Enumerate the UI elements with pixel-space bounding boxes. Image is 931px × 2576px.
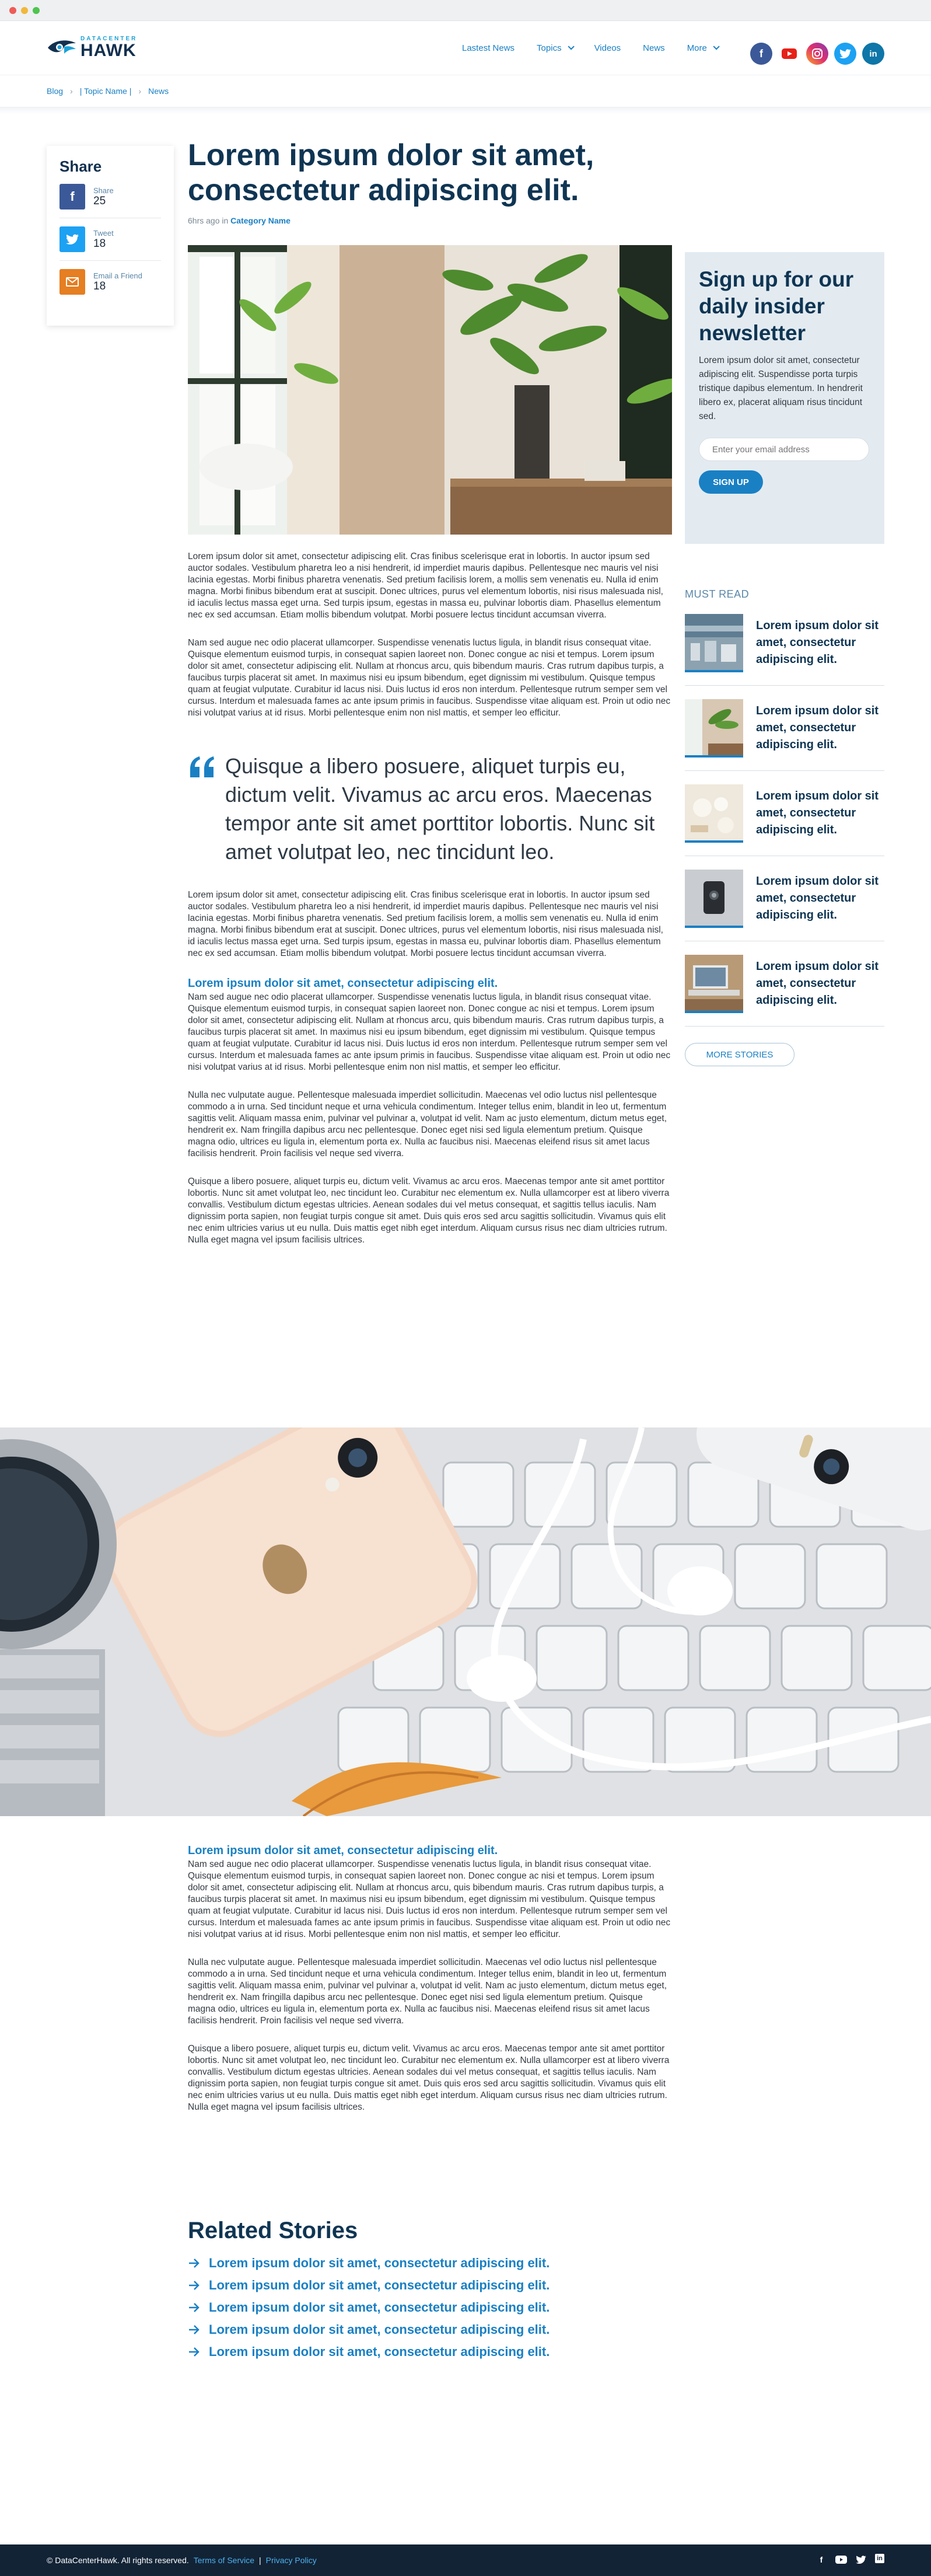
story-thumbnail: [685, 955, 743, 1013]
article-category-link[interactable]: Category Name: [230, 216, 290, 225]
newsletter-text: Lorem ipsum dolor sit amet, consectetur adipiscing elit. Suspendisse porta turpis tristique dapibus elementum. In hendrerit libero ex, placerat aliquam risus tincidunt sed.: [699, 355, 863, 421]
must-read-item[interactable]: [685, 601, 884, 686]
share-facebook[interactable]: [60, 183, 161, 218]
breadcrumb-separator-icon: ›: [138, 86, 142, 96]
site-footer: [0, 2544, 931, 2576]
twitter-icon[interactable]: [855, 2554, 867, 2565]
site-header: [0, 21, 931, 75]
article-meta: [188, 216, 672, 225]
close-window-button[interactable]: [9, 7, 16, 14]
facebook-icon[interactable]: f: [750, 43, 772, 65]
article-paragraph: Lorem ipsum dolor sit amet, consectetur adipiscing elit. Cras finibus scelerisque erat in lobortis. In auctor ipsum sed auctor sodales. Vestibulum pharetra leo a nisi hendrerit, id imperdiet mauris dapibus. Pellentesque nec mauris vel nisi lacinia egestas. Morbi finibus pharetra venenatis. Sed pretium facilisis lorem, a mollis sem venenatis eu. Nulla id enim magna. Morbi finibus bibendum erat at suscipit. Donec ultrices, purus vel elementum lobortis, nisi risus malesuada nisl, id iaculis lectus massa eget urna. Sed turpis ipsum, egestas in massa eu, pulvinar lobortis diam. Phasellus elementum nec ex sed accumsan. Etiam mollis bibendum volutpat. Morbi posuere lectus tincidunt accumsan viverra.: [188, 551, 663, 620]
article-subheading: Lorem ipsum dolor sit amet, consectetur adipiscing elit.: [188, 1844, 498, 1857]
arrow-right-icon: [188, 2258, 201, 2268]
nav-label: Videos: [594, 43, 621, 53]
breadcrumb-news[interactable]: News: [148, 86, 169, 96]
facebook-icon[interactable]: f: [820, 2555, 823, 2564]
share-label: Tweet: [93, 228, 114, 238]
article-paragraph: Nulla nec vulputate augue. Pellentesque malesuada imperdiet sollicitudin. Maecenas vel odio luctus nisl pellentesque commodo a in urna. Sed tincidunt neque et urna vehicula condimentum. Integer tellus enim, blandit in leo ut, fermentum sagittis velit. Aliquam massa enim, pulvinar vel pulvinar a, volutpat id velit. Nam ac justo elementum, dictum metus eget, hendrerit ex. Nam fringilla dapibus arcu nec pellentesque. Donec eget nisi sed ligula elementum pretium. Quisque magna odio, ultrices eu ligula in, elementum porta ex. Nulla ac faucibus nisi. Maecenas eleifend risus sit amet lacus facilisis hendrerit. Proin facilisis vel neque sed viverra.: [188, 1090, 667, 1158]
pull-quote: [188, 752, 672, 866]
minimize-window-button[interactable]: [21, 7, 28, 14]
facebook-icon: f: [60, 184, 85, 210]
article-paragraph: Nam sed augue nec odio placerat ullamcorper. Suspendisse venenatis luctus ligula, in blandit risus consequat vitae. Quisque elementum euismod turpis, in consequat sapien laoreet non. Donec congue ac nisi et tempus. Lorem ipsum dolor sit amet, consectetur adipiscing elit. Nullam at rhoncus arcu, quis bibendum mauris. Cras rutrum dapibus turpis, a faucibus turpis placerat sit amet. In maximus nisi eu ipsum bibendum, eget dignissim mi vestibulum. Quisque tempus quam at feugiat vulputate. Curabitur id lacus nisi. Duis luctus id eros non interdum. Pellentesque rutrum semper sem vel cursus. Interdum et malesuada fames ac ante ipsum primis in faucibus. Suspendisse vitae aliquam est. Proin ut odio nec nisi volutpat varius at id risus. Morbi pellentesque enim non nisl mattis, et semper leo efficitur.: [188, 638, 671, 718]
nav-label: Topics: [537, 43, 562, 53]
article-time: 6hrs ago in: [188, 216, 229, 225]
related-link-text: Lorem ipsum dolor sit amet, consectetur adipiscing elit.: [209, 2344, 550, 2359]
feature-image: [0, 1427, 931, 1816]
article-paragraph: Nam sed augue nec odio placerat ullamcorper. Suspendisse venenatis luctus ligula, in blandit risus consequat vitae. Quisque elementum euismod turpis, in consequat sapien laoreet non. Donec congue ac nisi et tempus. Lorem ipsum dolor sit amet, consectetur adipiscing elit. Nullam at rhoncus arcu, quis bibendum mauris. Cras rutrum dapibus turpis, a faucibus turpis placerat sit amet. In maximus nisi eu ipsum bibendum, eget dignissim mi vestibulum. Quisque tempus quam at feugiat vulputate. Curabitur id lacus nisi. Duis luctus id eros non interdum. Pellentesque rutrum semper sem vel cursus. Interdum et malesuada fames ac ante ipsum primis in faucibus. Suspendisse vitae aliquam est. Proin ut odio nec nisi volutpat varius at id risus. Morbi pellentesque enim non nisl mattis, et semper leo efficitur.: [188, 1859, 671, 1939]
article-paragraph: Nulla nec vulputate augue. Pellentesque malesuada imperdiet sollicitudin. Maecenas vel odio luctus nisl pellentesque commodo a in urna. Sed tincidunt neque et urna vehicula condimentum. Integer tellus enim, blandit in leo ut, fermentum sagittis velit. Aliquam massa enim, pulvinar vel pulvinar a, volutpat id velit. Nam ac justo elementum, dictum metus eget, hendrerit ex. Nam fringilla dapibus arcu nec pellentesque. Donec eget nisi sed ligula elementum pretium. Quisque magna odio, ultrices eu ligula in, elementum porta ex. Nulla ac faucibus nisi. Maecenas eleifend risus sit amet lacus facilisis hendrerit. Proin facilisis vel neque sed viverra.: [188, 1957, 667, 2026]
must-read-item[interactable]: [685, 941, 884, 1027]
quote-icon: [188, 756, 216, 777]
related-link[interactable]: [188, 2301, 672, 2314]
nav-label: Lastest News: [462, 43, 515, 53]
share-panel: [47, 146, 174, 326]
nav-latest-news[interactable]: [462, 43, 514, 53]
related-link[interactable]: [188, 2323, 672, 2336]
quote-text: Quisque a libero posuere, aliquet turpis eu, dictum velit. Vivamus ac arcu eros. Maecenas tempor ante sit amet porttitor lobortis. Nunc sit amet volutpat leo, nec tincidunt leo.: [225, 754, 655, 864]
email-field[interactable]: [699, 438, 869, 461]
hawk-eye-icon: [47, 37, 77, 58]
breadcrumb-separator-icon: ›: [70, 86, 73, 96]
more-stories-button[interactable]: MORE STORIES: [685, 1043, 794, 1066]
related-link-text: Lorem ipsum dolor sit amet, consectetur adipiscing elit.: [209, 2322, 550, 2337]
nav-topics[interactable]: [537, 43, 572, 53]
story-thumbnail: [685, 784, 743, 843]
share-label: Share: [93, 186, 114, 195]
article-paragraph: Lorem ipsum dolor sit amet, consectetur adipiscing elit. Cras finibus scelerisque erat in lobortis. In auctor ipsum sed auctor sodales. Vestibulum pharetra leo a nisi hendrerit, id imperdiet mauris dapibus. Pellentesque nec mauris vel nisi lacinia egestas. Morbi finibus pharetra venenatis. Sed pretium facilisis lorem, a mollis sem venenatis eu. Nulla id enim magna. Morbi finibus bibendum erat at suscipit. Donec ultrices, purus vel elementum lobortis, nisi risus malesuada nisl, id iaculis lectus massa eget urna. Sed turpis ipsum, egestas in massa eu, pulvinar lobortis diam. Phasellus elementum nec ex sed accumsan. Etiam mollis bibendum volutpat. Morbi posuere lectus tincidunt accumsan viverra.: [188, 890, 663, 958]
must-read-item[interactable]: [685, 856, 884, 941]
email-icon: [60, 269, 85, 295]
share-count: 25: [93, 194, 106, 207]
nav-label: More: [687, 43, 707, 53]
story-thumbnail: [685, 699, 743, 758]
nav-label: News: [643, 43, 665, 53]
article-title: Lorem ipsum dolor sit amet, consectetur adipiscing elit.: [188, 138, 594, 207]
related-link-text: Lorem ipsum dolor sit amet, consectetur adipiscing elit.: [209, 2256, 550, 2270]
nav-more[interactable]: [687, 43, 718, 53]
related-link[interactable]: [188, 2345, 672, 2358]
must-read-item[interactable]: [685, 686, 884, 771]
newsletter-title: Sign up for our daily insider newsletter: [699, 267, 854, 345]
sidebar: [685, 252, 884, 1066]
related-link-text: Lorem ipsum dolor sit amet, consectetur adipiscing elit.: [209, 2300, 550, 2315]
share-label: Email a Friend: [93, 271, 142, 280]
arrow-right-icon: [188, 2302, 201, 2313]
twitter-icon: [60, 226, 85, 252]
chevron-down-icon: [713, 43, 719, 50]
share-count: 18: [93, 280, 106, 292]
article-paragraph: Nam sed augue nec odio placerat ullamcorper. Suspendisse venenatis luctus ligula, in blandit risus consequat vitae. Quisque elementum euismod turpis, in consequat sapien laoreet non. Donec congue ac nisi et tempus. Lorem ipsum dolor sit amet, consectetur adipiscing elit. Nullam at rhoncus arcu, quis bibendum mauris. Cras rutrum dapibus turpis, a faucibus turpis placerat sit amet. In maximus nisi eu ipsum bibendum, eget dignissim mi vestibulum. Quisque tempus quam at feugiat vulputate. Curabitur id lacus nisi. Duis luctus id eros non interdum. Pellentesque rutrum semper sem vel cursus. Interdum et malesuada fames ac ante ipsum primis in faucibus. Suspendisse vitae aliquam est. Proin ut odio nec nisi volutpat varius at id risus. Morbi pellentesque enim non nisl mattis, et semper leo efficitur.: [188, 992, 671, 1072]
related-heading: Related Stories: [188, 2218, 358, 2243]
logo-tagline: DATACENTER: [80, 36, 138, 42]
arrow-right-icon: [188, 2347, 201, 2357]
must-read-item[interactable]: [685, 771, 884, 856]
newsletter-box: [685, 252, 884, 544]
nav-videos[interactable]: [594, 43, 621, 53]
share-twitter[interactable]: [60, 218, 161, 261]
instagram-icon[interactable]: [806, 43, 828, 65]
privacy-link[interactable]: Privacy Policy: [265, 2556, 317, 2565]
related-stories: [188, 2218, 672, 2358]
related-link[interactable]: [188, 2279, 672, 2292]
terms-link[interactable]: Terms of Service: [193, 2556, 254, 2565]
breadcrumb-shadow: [0, 107, 931, 114]
must-read-heading: MUST READ: [685, 588, 750, 600]
breadcrumb-blog[interactable]: Blog: [47, 86, 64, 96]
nav-news[interactable]: [643, 43, 665, 53]
twitter-icon[interactable]: [834, 43, 856, 65]
header-social-links: [750, 43, 884, 65]
footer-separator: |: [259, 2556, 261, 2565]
story-title: Lorem ipsum dolor sit amet, consectetur adipiscing elit.: [756, 619, 879, 666]
sign-up-button[interactable]: SIGN UP: [699, 470, 763, 494]
copyright-text: © DataCenterHawk. All rights reserved.: [47, 2556, 189, 2565]
chevron-down-icon: [568, 43, 574, 50]
linkedin-icon[interactable]: in: [875, 2554, 884, 2563]
breadcrumb: [0, 75, 931, 107]
linkedin-icon[interactable]: in: [862, 43, 884, 65]
arrow-right-icon: [188, 2324, 201, 2335]
share-count: 18: [93, 237, 106, 250]
article-continued: [188, 1844, 672, 2113]
story-thumbnail: [685, 614, 743, 672]
related-link[interactable]: [188, 2257, 672, 2270]
site-logo[interactable]: [47, 34, 137, 62]
story-title: Lorem ipsum dolor sit amet, consectetur adipiscing elit.: [756, 960, 879, 1007]
logo-wordmark: HAWK: [80, 41, 136, 60]
window-chrome: [0, 0, 931, 21]
story-title: Lorem ipsum dolor sit amet, consectetur adipiscing elit.: [756, 875, 879, 922]
footer-social-links: [816, 2554, 884, 2565]
breadcrumb-topic[interactable]: | Topic Name |: [79, 86, 132, 96]
article-paragraph: Quisque a libero posuere, aliquet turpis eu, dictum velit. Vivamus ac arcu eros. Maecenas tempor ante sit amet porttitor lobortis. Nunc sit amet volutpat leo, nec tincidunt leo. Curabitur nec elementum ex. Nulla ullamcorper est at libero viverra convallis. Vestibulum dictum egestas ultricies. Aenean sodales dui vel metus consequat, et sagittis tellus iaculis. Nam dignissim porta sapien, non feugiat turpis congue sit amet. Duis quis eros sed arcu sagittis sollicitudin. Vivamus quis elit nec enim ultricies varius ut eu nulla. Duis mattis eget nibh eget interdum. Aliquam cursus risus nec diam ultricies rutrum. Nulla eget magna vel ipsum facilisis ultrices.: [188, 1177, 670, 1245]
youtube-icon[interactable]: [778, 43, 800, 65]
hero-image: [188, 245, 672, 535]
share-email[interactable]: [60, 261, 161, 303]
story-thumbnail: [685, 870, 743, 928]
share-title: Share: [60, 158, 102, 175]
arrow-right-icon: [188, 2280, 201, 2291]
related-link-text: Lorem ipsum dolor sit amet, consectetur adipiscing elit.: [209, 2278, 550, 2292]
article-paragraph: Quisque a libero posuere, aliquet turpis eu, dictum velit. Vivamus ac arcu eros. Maecenas tempor ante sit amet porttitor lobortis. Nunc sit amet volutpat leo, nec tincidunt leo. Curabitur nec elementum ex. Nulla ullamcorper est at libero viverra convallis. Vestibulum dictum egestas ultricies. Aenean sodales dui vel metus consequat, et sagittis tellus iaculis. Nam dignissim porta sapien, non feugiat turpis congue sit amet. Duis quis eros sed arcu sagittis sollicitudin. Vivamus quis elit nec enim ultricies varius ut eu nulla. Duis mattis eget nibh eget interdum. Aliquam cursus risus nec diam ultricies rutrum. Nulla eget magna vel ipsum facilisis ultrices.: [188, 2044, 670, 2112]
article: [188, 138, 672, 1246]
story-title: Lorem ipsum dolor sit amet, consectetur adipiscing elit.: [756, 790, 879, 836]
maximize-window-button[interactable]: [33, 7, 40, 14]
story-title: Lorem ipsum dolor sit amet, consectetur adipiscing elit.: [756, 704, 879, 751]
youtube-icon[interactable]: [835, 2554, 847, 2565]
main-nav: [462, 21, 718, 75]
article-subheading: Lorem ipsum dolor sit amet, consectetur adipiscing elit.: [188, 977, 498, 990]
